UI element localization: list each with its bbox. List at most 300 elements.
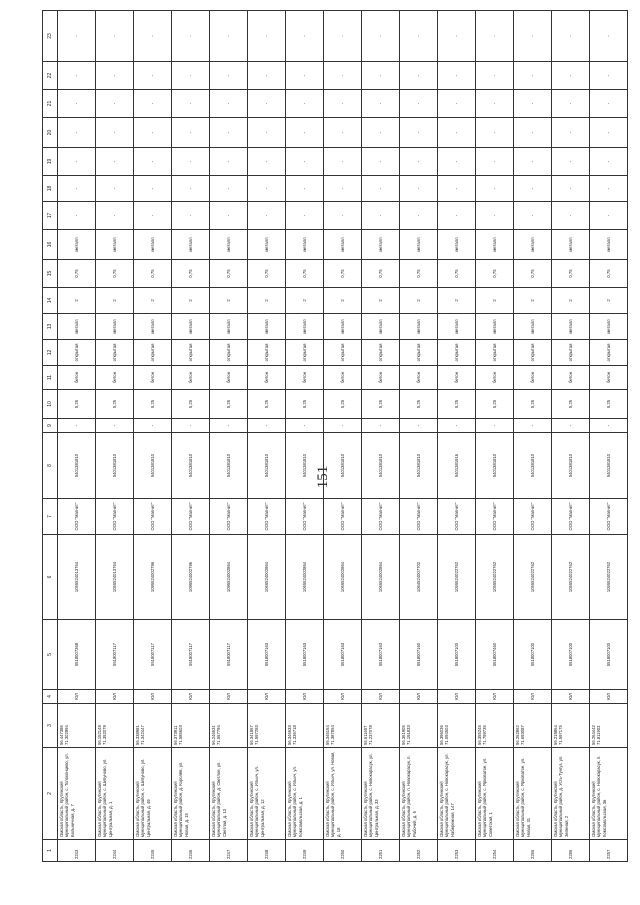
- table-cell: -: [438, 62, 476, 90]
- table-cell: -: [324, 62, 362, 90]
- table-cell: 5518007100: [514, 620, 552, 690]
- table-cell: 56.346164 71.387854: [324, 704, 362, 748]
- table-cell: 1055524022762: [590, 535, 628, 620]
- column-header: 10: [43, 390, 58, 419]
- table-cell: -: [476, 148, 514, 176]
- table-cell: 5401381810: [172, 433, 210, 499]
- table-row: [134, 11, 172, 862]
- table-row: [324, 11, 362, 862]
- table-cell: металл: [172, 314, 210, 340]
- table-cell: 56.264442 71.811903: [590, 704, 628, 748]
- table-cell: -: [362, 62, 400, 90]
- table-cell: 2: [96, 288, 134, 314]
- table-cell: ООО "Магнит": [96, 499, 134, 535]
- table-cell: 5518007163: [324, 620, 362, 690]
- table-cell: -: [324, 11, 362, 62]
- table-cell: металл: [324, 314, 362, 340]
- table-cell: 2: [172, 288, 210, 314]
- table-cell: ЮЛ: [400, 690, 438, 704]
- table-cell: -: [514, 90, 552, 118]
- table-cell: 2: [362, 288, 400, 314]
- table-cell: -: [324, 90, 362, 118]
- table-cell: -: [324, 202, 362, 230]
- table-cell: -: [590, 419, 628, 433]
- table-cell: 5401381810: [134, 433, 172, 499]
- table-cell: -: [96, 176, 134, 202]
- column-header: 23: [43, 11, 58, 62]
- table-row: [286, 11, 324, 862]
- table-cell: -: [58, 176, 96, 202]
- table-cell: открытая: [58, 340, 96, 366]
- table-cell: 1064524007702: [400, 535, 438, 620]
- table-cell: металл: [400, 230, 438, 260]
- table-cell: 1055524022762: [552, 535, 590, 620]
- table-cell: 5401381810: [400, 433, 438, 499]
- column-header: 3: [43, 704, 58, 748]
- table-cell: -: [514, 11, 552, 62]
- table-cell: -: [590, 90, 628, 118]
- table-cell: Омская область, Крутинский муниципальный район, с. Толоконцево, ул. Больничная, д. 7: [58, 748, 96, 840]
- table-cell: -: [438, 419, 476, 433]
- rotated-register-table: [42, 34, 611, 862]
- table-cell: 5518007117: [134, 620, 172, 690]
- table-cell: 5,25: [552, 390, 590, 419]
- table-cell: открытая: [286, 340, 324, 366]
- column-header: 22: [43, 62, 58, 90]
- column-header: 7: [43, 499, 58, 535]
- column-header: 11: [43, 366, 58, 390]
- table-cell: -: [438, 90, 476, 118]
- table-cell: металл: [210, 314, 248, 340]
- table-cell: 5,25: [590, 390, 628, 419]
- table-cell: металл: [552, 314, 590, 340]
- table-cell: ЮЛ: [248, 690, 286, 704]
- table-cell: 56.152149 71.352079: [96, 704, 134, 748]
- table-cell: ЮЛ: [438, 690, 476, 704]
- table-cell: открытая: [362, 340, 400, 366]
- table-cell: Омская область, Крутинский муниципальный район, с. Новокарасук, п. Комсомольская, 3в: [590, 748, 628, 840]
- table-cell: 2256: [552, 840, 590, 862]
- table-body: [58, 11, 628, 862]
- table-cell: 2243: [58, 840, 96, 862]
- table-cell: ЮЛ: [324, 690, 362, 704]
- table-cell: металл: [324, 230, 362, 260]
- table-cell: -: [324, 176, 362, 202]
- table-cell: 2254: [476, 840, 514, 862]
- table-cell: -: [96, 11, 134, 62]
- table-cell: -: [210, 176, 248, 202]
- table-cell: -: [248, 148, 286, 176]
- table-cell: -: [552, 118, 590, 148]
- table-cell: 2244: [96, 840, 134, 862]
- table-cell: -: [362, 11, 400, 62]
- table-cell: 5401381810: [58, 433, 96, 499]
- table-cell: 5518007117: [210, 620, 248, 690]
- table-cell: ООО "Магнит": [476, 499, 514, 535]
- table-cell: 2: [58, 288, 96, 314]
- table-cell: 56.219864 71.597175: [552, 704, 590, 748]
- table-cell: ЮЛ: [362, 690, 400, 704]
- table-cell: 5518007163: [248, 620, 286, 690]
- table-cell: -: [552, 62, 590, 90]
- table-cell: ООО "Магнит": [58, 499, 96, 535]
- table-cell: металл: [514, 230, 552, 260]
- table-cell: -: [514, 176, 552, 202]
- table-cell: 5401381810: [476, 433, 514, 499]
- table-cell: -: [286, 148, 324, 176]
- table-cell: -: [362, 419, 400, 433]
- table-cell: -: [400, 11, 438, 62]
- table-cell: Омская область, Крутинский муниципальный район, с. Ильич, ул. Центральная, д. 12: [248, 748, 286, 840]
- table-cell: 0,75: [134, 260, 172, 288]
- table-cell: -: [514, 419, 552, 433]
- table-cell: металл: [590, 230, 628, 260]
- table-cell: 2: [134, 288, 172, 314]
- table-cell: бетон: [96, 366, 134, 390]
- table-cell: -: [476, 11, 514, 62]
- table-cell: бетон: [400, 366, 438, 390]
- table-cell: ООО "Магнит": [400, 499, 438, 535]
- table-cell: 5401381810: [590, 433, 628, 499]
- table-cell: 5,25: [400, 390, 438, 419]
- table-cell: 0,75: [210, 260, 248, 288]
- table-cell: -: [590, 202, 628, 230]
- table-cell: -: [400, 62, 438, 90]
- table-cell: -: [438, 11, 476, 62]
- column-header: 21: [43, 90, 58, 118]
- table-cell: 5518007100: [438, 620, 476, 690]
- table-cell: открытая: [248, 340, 286, 366]
- table-cell: -: [476, 419, 514, 433]
- table-cell: ООО "Магнит": [438, 499, 476, 535]
- table-cell: ООО "Магнит": [134, 499, 172, 535]
- table-cell: -: [324, 419, 362, 433]
- table-cell: -: [400, 90, 438, 118]
- header-row: [43, 11, 58, 862]
- table-cell: -: [58, 118, 96, 148]
- table-cell: металл: [362, 230, 400, 260]
- table-cell: 5401381810: [362, 433, 400, 499]
- table-cell: 1055524022762: [476, 535, 514, 620]
- table-cell: -: [134, 202, 172, 230]
- table-cell: 0,75: [324, 260, 362, 288]
- table-cell: 2257: [590, 840, 628, 862]
- table-cell: 2: [590, 288, 628, 314]
- table-cell: 5,25: [96, 390, 134, 419]
- table-row: [400, 11, 438, 862]
- table-cell: 0,75: [362, 260, 400, 288]
- table-cell: открытая: [172, 340, 210, 366]
- table-cell: открытая: [210, 340, 248, 366]
- table-cell: -: [552, 176, 590, 202]
- table-cell: 2: [400, 288, 438, 314]
- table-cell: ЮЛ: [476, 690, 514, 704]
- table-cell: 2: [552, 288, 590, 314]
- table-cell: -: [134, 148, 172, 176]
- table-cell: -: [58, 419, 96, 433]
- table-cell: металл: [514, 314, 552, 340]
- table-cell: ЮЛ: [58, 690, 96, 704]
- table-cell: 2: [438, 288, 476, 314]
- table-cell: -: [172, 202, 210, 230]
- table-cell: ЮЛ: [134, 690, 172, 704]
- register-table: [42, 10, 628, 862]
- table-cell: бетон: [324, 366, 362, 390]
- table-cell: металл: [438, 314, 476, 340]
- table-cell: 2247: [210, 840, 248, 862]
- table-row: [514, 11, 552, 862]
- table-cell: -: [476, 176, 514, 202]
- table-cell: -: [58, 62, 96, 90]
- table-cell: ЮЛ: [96, 690, 134, 704]
- table-cell: открытая: [552, 340, 590, 366]
- table-cell: -: [248, 90, 286, 118]
- table-cell: -: [210, 11, 248, 62]
- table-cell: -: [476, 90, 514, 118]
- table-cell: металл: [248, 314, 286, 340]
- table-cell: -: [552, 11, 590, 62]
- table-cell: 2251: [362, 840, 400, 862]
- table-cell: 5,25: [172, 390, 210, 419]
- table-cell: Омская область, Крутинский муниципальный район, с. Шипуново, ул. Центральная, д. 49: [134, 748, 172, 840]
- table-cell: ООО "Магнит": [514, 499, 552, 535]
- table-cell: металл: [134, 314, 172, 340]
- table-cell: 5401381810: [286, 433, 324, 499]
- table-cell: -: [172, 118, 210, 148]
- column-header: 19: [43, 148, 58, 176]
- table-cell: -: [172, 62, 210, 90]
- table-cell: Омская область, Крутинский муниципальный район, с. Ильич, ул. Комсомольская, д. 1: [286, 748, 324, 840]
- table-cell: -: [590, 118, 628, 148]
- table-cell: 5518007163: [362, 620, 400, 690]
- table-cell: -: [552, 90, 590, 118]
- table-cell: 56.361905 71.191833: [400, 704, 438, 748]
- table-cell: 0,75: [96, 260, 134, 288]
- table-cell: Омская область, Крутинский муниципальный район, с. Новокарасук, ул. Центральная, д. 33: [362, 748, 400, 840]
- table-cell: металл: [96, 314, 134, 340]
- table-cell: -: [400, 118, 438, 148]
- table-cell: -: [134, 62, 172, 90]
- table-cell: металл: [286, 314, 324, 340]
- table-cell: 5401381810: [324, 433, 362, 499]
- table-cell: -: [134, 11, 172, 62]
- table-cell: ЮЛ: [552, 690, 590, 704]
- table-row: [172, 11, 210, 862]
- table-cell: бетон: [134, 366, 172, 390]
- table-cell: металл: [134, 230, 172, 260]
- table-cell: 56.396036 71.094503: [438, 704, 476, 748]
- table-cell: бетон: [590, 366, 628, 390]
- table-cell: бетон: [438, 366, 476, 390]
- table-cell: -: [514, 148, 552, 176]
- table-cell: -: [96, 148, 134, 176]
- table-cell: -: [514, 202, 552, 230]
- table-cell: металл: [476, 230, 514, 260]
- column-header: 1: [43, 840, 58, 862]
- table-cell: 2250: [324, 840, 362, 862]
- table-cell: -: [362, 148, 400, 176]
- table-cell: 5518007117: [172, 620, 210, 690]
- table-cell: -: [286, 176, 324, 202]
- table-cell: -: [324, 148, 362, 176]
- table-cell: 5518007100: [552, 620, 590, 690]
- column-header: 12: [43, 340, 58, 366]
- table-cell: 1065524002864: [248, 535, 286, 620]
- table-cell: ЮЛ: [210, 690, 248, 704]
- table-cell: -: [286, 118, 324, 148]
- table-cell: -: [438, 202, 476, 230]
- table-cell: -: [286, 90, 324, 118]
- table-cell: металл: [476, 314, 514, 340]
- column-header: 14: [43, 288, 58, 314]
- table-row: [96, 11, 134, 862]
- table-cell: -: [96, 118, 134, 148]
- table-cell: бетон: [514, 366, 552, 390]
- table-cell: ЮЛ: [172, 690, 210, 704]
- table-cell: -: [58, 11, 96, 62]
- table-cell: 5,25: [248, 390, 286, 419]
- table-cell: -: [286, 202, 324, 230]
- page-number: 151: [315, 465, 331, 489]
- table-cell: 2249: [286, 840, 324, 862]
- table-cell: 5,25: [324, 390, 362, 419]
- table-cell: ЮЛ: [286, 690, 324, 704]
- table-cell: бетон: [476, 366, 514, 390]
- table-cell: 56.373911 71.585603: [172, 704, 210, 748]
- table-cell: бетон: [552, 366, 590, 390]
- table-cell: бетон: [210, 366, 248, 390]
- table-cell: 0,75: [286, 260, 324, 288]
- table-cell: металл: [172, 230, 210, 260]
- table-cell: -: [590, 11, 628, 62]
- table-cell: 5,25: [134, 390, 172, 419]
- table-cell: -: [248, 176, 286, 202]
- column-header: 17: [43, 202, 58, 230]
- table-cell: ООО "Магнит": [286, 499, 324, 535]
- table-cell: металл: [552, 230, 590, 260]
- table-cell: -: [400, 202, 438, 230]
- table-cell: 56.262862 71.693087: [514, 704, 552, 748]
- table-cell: металл: [590, 314, 628, 340]
- table-cell: бетон: [362, 366, 400, 390]
- column-header: 15: [43, 260, 58, 288]
- table-cell: 1095524002796: [172, 535, 210, 620]
- table-cell: -: [438, 176, 476, 202]
- table-cell: Омская область, Крутинский муниципальный район, с. Шипуново, ул. Центральная, д. 1: [96, 748, 134, 840]
- table-cell: 5,25: [476, 390, 514, 419]
- column-header: 5: [43, 620, 58, 690]
- table-cell: 56.346633 71.336718: [286, 704, 324, 748]
- table-cell: 2: [514, 288, 552, 314]
- table-cell: 5518007100: [590, 620, 628, 690]
- table-cell: открытая: [96, 340, 134, 366]
- table-cell: ООО "Магнит": [210, 499, 248, 535]
- table-row: [552, 11, 590, 862]
- table-cell: Омская область, Крутинский муниципальный район, п. Новокарасук, п. Рабочий, д. 6: [400, 748, 438, 840]
- table-cell: 5401381810: [514, 433, 552, 499]
- table-cell: 1055524022762: [438, 535, 476, 620]
- table-cell: 1065524002864: [362, 535, 400, 620]
- table-row: [438, 11, 476, 862]
- table-cell: -: [400, 148, 438, 176]
- table-cell: -: [134, 118, 172, 148]
- table-cell: Омская область, Крутинский муниципальный район, д. Королёв, ул. Новая, д. 15: [172, 748, 210, 840]
- table-cell: открытая: [476, 340, 514, 366]
- table-cell: металл: [438, 230, 476, 260]
- table-cell: 5,25: [286, 390, 324, 419]
- table-cell: металл: [58, 314, 96, 340]
- table-row: [210, 11, 248, 862]
- table-cell: 5,25: [58, 390, 96, 419]
- table-cell: металл: [96, 230, 134, 260]
- table-cell: -: [552, 419, 590, 433]
- table-cell: -: [248, 202, 286, 230]
- table-cell: -: [172, 90, 210, 118]
- table-cell: 0,75: [590, 260, 628, 288]
- table-cell: 2248: [248, 840, 286, 862]
- table-cell: -: [552, 148, 590, 176]
- table-cell: 56.355245 71.799735: [476, 704, 514, 748]
- table-cell: 56.341867 71.597293: [248, 704, 286, 748]
- table-cell: 2252: [400, 840, 438, 862]
- column-header: 4: [43, 690, 58, 704]
- table-row: [590, 11, 628, 862]
- table-row: [362, 11, 400, 862]
- table-cell: 1065524002864: [286, 535, 324, 620]
- table-cell: 5401381810: [248, 433, 286, 499]
- column-header: 20: [43, 118, 58, 148]
- table-cell: металл: [362, 314, 400, 340]
- table-cell: Омская область, Крутинский муниципальный район, д. Усть-Тунгуз, ул. Зеленая, 2: [552, 748, 590, 840]
- table-cell: 2: [210, 288, 248, 314]
- table-cell: ООО "Магнит": [590, 499, 628, 535]
- table-cell: 2246: [172, 840, 210, 862]
- table-cell: 0,75: [248, 260, 286, 288]
- table-cell: открытая: [590, 340, 628, 366]
- table-cell: 56.246531 71.557794: [210, 704, 248, 748]
- table-cell: -: [96, 62, 134, 90]
- table-cell: -: [590, 62, 628, 90]
- table-cell: бетон: [286, 366, 324, 390]
- table-cell: ООО "Магнит": [172, 499, 210, 535]
- table-cell: -: [210, 118, 248, 148]
- table-cell: -: [210, 90, 248, 118]
- table-cell: -: [248, 118, 286, 148]
- table-cell: 2: [286, 288, 324, 314]
- table-cell: открытая: [324, 340, 362, 366]
- table-cell: 0,75: [172, 260, 210, 288]
- table-cell: 5518007368: [58, 620, 96, 690]
- table-cell: 5518007117: [96, 620, 134, 690]
- table-cell: металл: [210, 230, 248, 260]
- table-cell: -: [248, 11, 286, 62]
- table-cell: -: [286, 62, 324, 90]
- table-cell: -: [172, 148, 210, 176]
- column-header: 2: [43, 748, 58, 840]
- table-cell: Омская область, Крутинский муниципальный район, с. Ярковатое, ул. Новая, 31: [514, 748, 552, 840]
- table-cell: 0,75: [552, 260, 590, 288]
- table-cell: -: [96, 419, 134, 433]
- table-cell: ООО "Магнит": [324, 499, 362, 535]
- column-header: 8: [43, 433, 58, 499]
- table-cell: -: [476, 202, 514, 230]
- table-cell: металл: [58, 230, 96, 260]
- table-cell: -: [362, 90, 400, 118]
- table-cell: 2: [248, 288, 286, 314]
- table-cell: -: [248, 419, 286, 433]
- table-cell: 5518007160: [400, 620, 438, 690]
- column-header: 9: [43, 419, 58, 433]
